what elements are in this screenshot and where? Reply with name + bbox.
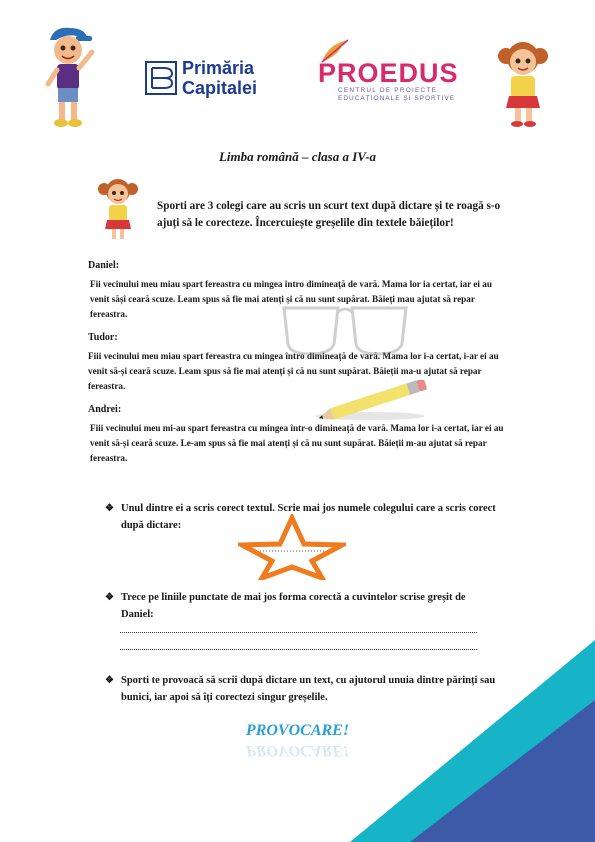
tudor-text: Fiii vecinului meu miau spart fereastra cu mingea întro dimineață de vară. Mama lor i-a certat, i-ar ei au venit să-și ceară scuze. Leam spus să fie mai atenți și că nu sunt supărat. Băieții ma-u ajutat să repar fereastra. [88, 351, 499, 392]
tudor-label: Tudor: [88, 332, 118, 343]
primaria-line1: Primăria [182, 58, 255, 78]
pencil-icon [310, 380, 440, 422]
dotted-answer-line-2[interactable] [120, 649, 477, 650]
task-2 [105, 589, 500, 623]
andrei-label: Andrei: [88, 404, 122, 415]
task-2-text: Trece pe liniile punctate de mai jos forma corectă a cuvintelor scrise greșit de Daniel: [121, 592, 466, 620]
provocare-heading: PROVOCARE! [245, 722, 350, 739]
girl-mascot-illustration [494, 36, 552, 128]
intro-text: Sporti are 3 colegi care au scris un scurt text după dictare și te roagă s-o ajuți să le corecteze. Încercuiește greșelile din textele băieților! [157, 200, 501, 229]
task-3-bullet-icon: ❖ [105, 675, 114, 686]
daniel-text: Fii vecinului meu miau spart fereastra cu mingea întro dimineață de vară. Mama lor ia certat, iar ei au venit sășî ceară scuze. Leam spus să fie mai atenți și că nu sunt supărat. Băieți mau ajutat să repar fereastra. [90, 279, 492, 320]
dotted-answer-line-1[interactable] [120, 632, 477, 633]
proedus-logo-sub2: EDUCAȚIONALE ȘI SPORTIVE [338, 95, 456, 102]
boy-mascot-illustration [40, 22, 95, 130]
andrei-text: Fiii vecinului meu mi-au spart fereastra cu mingea într-o dimineață de vară. Mama lor i-a certat, iar ei au venit să-și ceară scuze. Le-am spus să fie mai atenți și că nu sunt supărat. Băieții m-au ajutat să repar fereastra. [90, 423, 504, 464]
task-1-bullet-icon: ❖ [105, 503, 114, 514]
provocare-reflection: PROVOCARE! [245, 742, 350, 759]
proedus-logo-sub1: CENTRUL DE PROIECTE [338, 87, 438, 94]
task-2-bullet-icon: ❖ [105, 592, 114, 603]
primaria-capitalei-logo-icon [144, 60, 178, 96]
primaria-line2: Capitalei [182, 78, 258, 98]
task-1-text: Unul dintre ei a scris corect textul. Scrie mai jos numele colegului care a scris corect după dictare: [121, 503, 496, 531]
task-3 [105, 672, 500, 706]
star-answer-box[interactable] [238, 514, 346, 580]
girl-small-illustration [96, 175, 140, 245]
glasses-icon [280, 298, 410, 358]
daniel-label: Daniel: [88, 260, 120, 271]
task-3-text: Sporti te provoacă să scrii după dictare un text, cu ajutorul unuia dintre părinți sau bunici, iar apoi să îți corectezi singur greșelile. [121, 675, 496, 703]
proedus-logo-name: PROEDUS [318, 58, 459, 88]
page-title: Limba română – clasa a IV-a [218, 149, 377, 164]
primaria-logo-text [182, 58, 257, 98]
